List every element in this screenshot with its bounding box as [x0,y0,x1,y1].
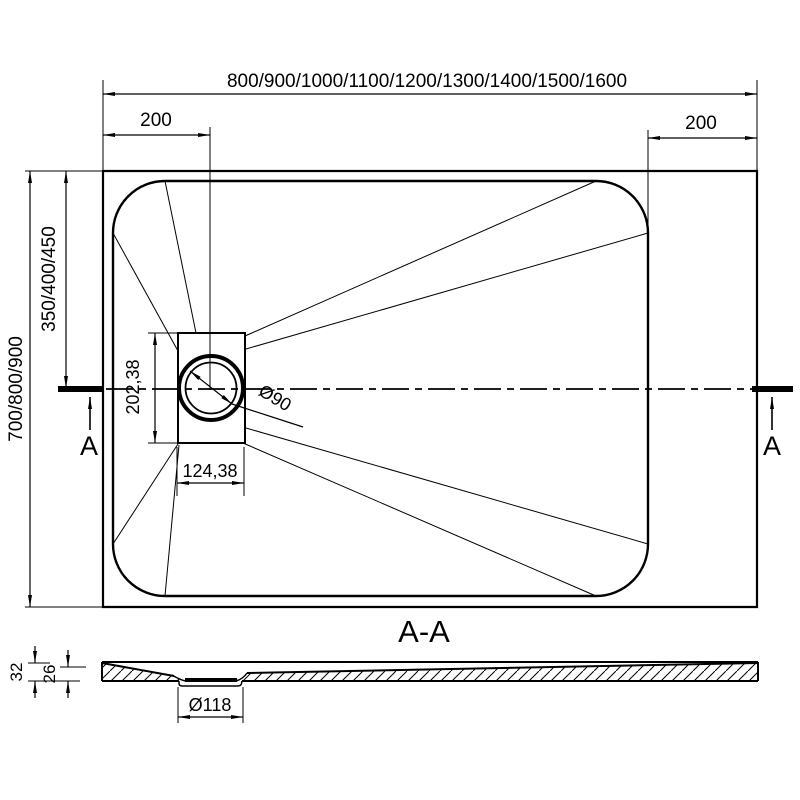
overall-height-dim-label: 700/800/900 [6,336,27,442]
total-height-dim-label: 32 [7,662,26,682]
plan-view [25,80,793,607]
top-to-drain-dim-label: 350/400/450 [39,226,60,332]
section-view [28,646,758,723]
drain-box-width-dim-label: 124,38 [182,461,238,481]
inner-height-dim-label: 26 [40,664,59,684]
drain-flange [185,678,237,682]
section-title: A-A [398,614,450,649]
recess-diameter-dim-label: Ø118 [188,695,232,715]
drain-box-height-dim-label: 202,38 [123,359,143,415]
left-offset-dim-label: 200 [140,110,172,131]
drain-diameter-leader [232,404,303,427]
drain-diameter-dim-label: Ø90 [255,380,295,416]
section-marker-right-label: A [762,431,782,461]
dim-line-drain-diameter [190,371,232,404]
overall-width-dim-label: 800/900/1000/1100/1200/1300/1400/1500/1600 [226,71,628,92]
right-offset-dim-label: 200 [685,113,717,134]
plan-view-labels [6,71,781,481]
section-marker-left-label: A [79,431,99,461]
